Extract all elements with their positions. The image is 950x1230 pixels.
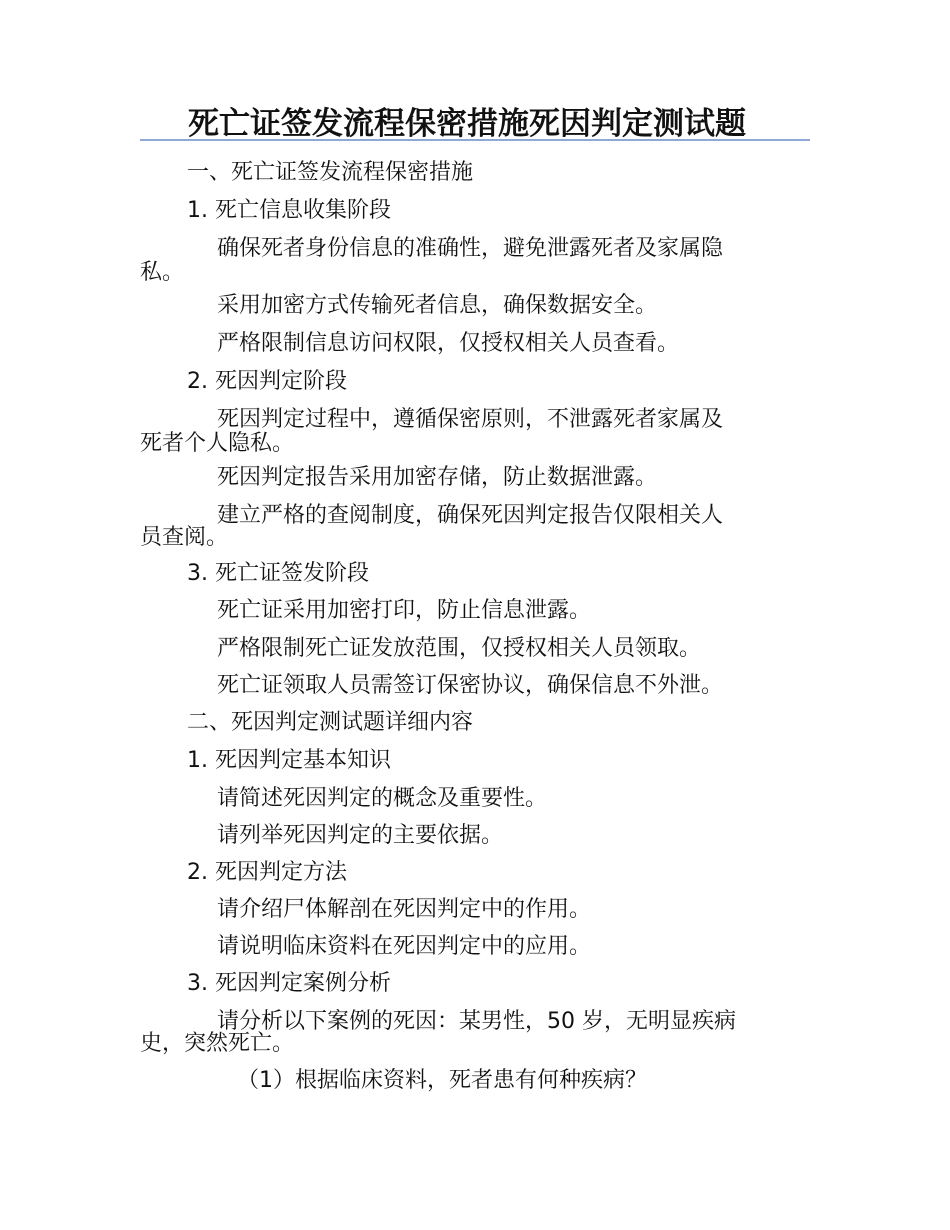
paragraph-line: 死因判定报告采用加密存储，防止数据泄露。 (217, 465, 658, 490)
paragraph-line: 建立严格的查阅制度，确保死因判定报告仅限相关人 (217, 503, 724, 528)
paragraph-line: 严格限制死亡证发放范围，仅授权相关人员领取。 (217, 636, 702, 661)
paragraph-line: 死亡证领取人员需签订保密协议，确保信息不外泄。 (217, 673, 724, 698)
title-underline (140, 139, 810, 141)
paragraph-line: 私。 (140, 260, 185, 285)
subsection-heading: 3. 死因判定案例分析 (187, 971, 391, 996)
paragraph-line: 严格限制信息访问权限，仅授权相关人员查看。 (217, 331, 680, 356)
page-title: 死亡证签发流程保密措施死因判定测试题 (188, 106, 746, 142)
paragraph-line: 请介绍尸体解剖在死因判定中的作用。 (217, 897, 592, 922)
paragraph-line: 请说明临床资料在死因判定中的应用。 (217, 934, 592, 959)
section-heading: 一、死亡证签发流程保密措施 (187, 160, 474, 185)
paragraph-line: 死亡证采用加密打印，防止信息泄露。 (217, 598, 592, 623)
paragraph-line: 死者个人隐私。 (140, 431, 295, 456)
subsection-heading: 2. 死因判定阶段 (187, 369, 347, 394)
subsection-heading: 3. 死亡证签发阶段 (187, 561, 369, 586)
paragraph-line: 请列举死因判定的主要依据。 (217, 823, 504, 848)
section-heading: 二、死因判定测试题详细内容 (187, 710, 474, 735)
question-line: （1）根据临床资料，死者患有何种疾病？ (237, 1068, 647, 1093)
paragraph-line: 员查阅。 (140, 525, 229, 550)
paragraph-line: 死因判定过程中，遵循保密原则，不泄露死者家属及 (217, 407, 724, 432)
paragraph-line: 请简述死因判定的概念及重要性。 (217, 786, 548, 811)
paragraph-line: 确保死者身份信息的准确性，避免泄露死者及家属隐 (217, 236, 724, 261)
paragraph-line: 请分析以下案例的死因：某男性，50 岁，无明显疾病 (217, 1009, 736, 1034)
paragraph-line: 史，突然死亡。 (140, 1031, 295, 1056)
paragraph-line: 采用加密方式传输死者信息，确保数据安全。 (217, 293, 658, 318)
subsection-heading: 1. 死因判定基本知识 (187, 748, 391, 773)
subsection-heading: 1. 死亡信息收集阶段 (187, 198, 391, 223)
subsection-heading: 2. 死因判定方法 (187, 860, 347, 885)
